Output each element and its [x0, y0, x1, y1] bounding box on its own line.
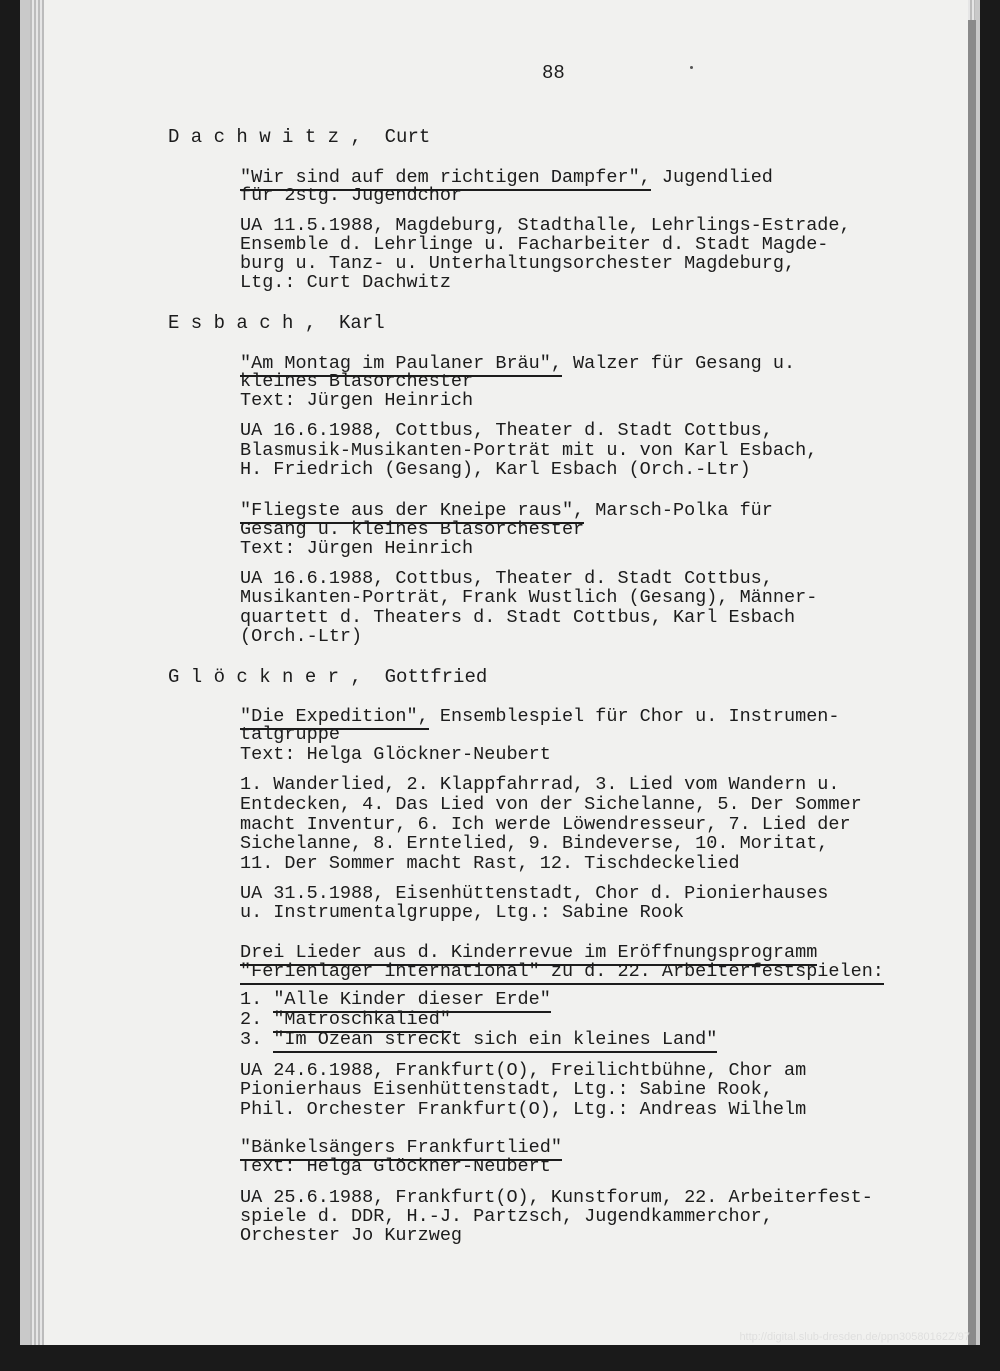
performance-line: Ltg.: Curt Dachwitz — [240, 272, 451, 293]
page-number: 88 — [542, 62, 565, 84]
performance-line: UA 16.6.1988, Cottbus, Theater d. Stadt Cottbus, — [240, 568, 773, 589]
performance-line: spiele d. DDR, H.-J. Partzsch, Jugendkammerchor, — [240, 1206, 773, 1227]
song-list-line: 1. Wanderlied, 2. Klappfahrrad, 3. Lied vom Wandern u. — [240, 774, 840, 795]
work-text-credit: Text: Jürgen Heinrich — [240, 390, 474, 411]
work-description: kleines Blasorchester — [240, 371, 474, 392]
performance-line: UA 16.6.1988, Cottbus, Theater d. Stadt Cottbus, — [240, 420, 773, 441]
author-heading: G l ö c k n e r , Gottfried — [168, 666, 488, 688]
numbered-song: 1. "Alle Kinder dieser Erde" — [240, 990, 551, 1010]
performance-line: quartett d. Theaters d. Stadt Cottbus, Karl Esbach — [240, 607, 796, 628]
performance-line: Phil. Orchester Frankfurt(O), Ltg.: Andreas Wilhelm — [240, 1099, 807, 1120]
document-page — [44, 0, 968, 1345]
performance-line: H. Friedrich (Gesang), Karl Esbach (Orch.-Ltr) — [240, 459, 751, 480]
work-title: "Die Expedition", — [240, 706, 429, 730]
work-description: Gesang u. kleines Blasorchester — [240, 519, 585, 540]
performance-line: UA 31.5.1988, Eisenhüttenstadt, Chor d. Pionierhauses — [240, 883, 829, 904]
cycle-heading-line: "Ferienlager international" zu d. 22. Arbeiterfestspielen: — [240, 962, 884, 982]
footer-url: http://digital.slub-dresden.de/ppn30580162Z/97 — [739, 1331, 970, 1343]
work-title: "Bänkelsängers Frankfurtlied" — [240, 1137, 562, 1161]
author-heading: D a c h w i t z , Curt — [168, 126, 431, 148]
work-description: talgruppe — [240, 724, 340, 745]
scan-bottom-band — [0, 1345, 1000, 1371]
work-text-credit: Text: Jürgen Heinrich — [240, 538, 474, 559]
work-title: "Am Montag im Paulaner Bräu", — [240, 353, 562, 377]
work-title: "Fliegste aus der Kneipe raus", — [240, 500, 584, 524]
song-list-line: macht Inventur, 6. Ich werde Löwendresseur, 7. Lied der — [240, 814, 851, 835]
work-description: für 2stg. Jugendchor — [240, 185, 463, 206]
cycle-heading-line: Drei Lieder aus d. Kinderrevue im Eröffnungsprogramm — [240, 943, 817, 963]
work-text-credit: Text: Helga Glöckner-Neubert — [240, 1156, 551, 1177]
numbered-song: 3. "Im Ozean streckt sich ein kleines Land" — [240, 1030, 717, 1050]
work-title: "Wir sind auf dem richtigen Dampfer", — [240, 167, 651, 191]
performance-line: Pionierhaus Eisenhüttenstadt, Ltg.: Sabine Rook, — [240, 1079, 773, 1100]
numbered-song: 2. "Matroschkalied" — [240, 1010, 451, 1030]
work-text-credit: Text: Helga Glöckner-Neubert — [240, 744, 551, 765]
performance-line: u. Instrumentalgruppe, Ltg.: Sabine Rook — [240, 902, 685, 923]
work-title-line — [240, 1138, 562, 1158]
work-title-line: "Wir sind auf dem richtigen Dampfer", Jugendlied — [240, 168, 773, 188]
performance-line: Ensemble d. Lehrlinge u. Facharbeiter d. Stadt Magde- — [240, 234, 829, 255]
work-title-line: "Fliegste aus der Kneipe raus", Marsch-Polka für — [240, 501, 773, 521]
scan-speck — [690, 66, 693, 69]
performance-line: burg u. Tanz- u. Unterhaltungsorchester Magdeburg, — [240, 253, 796, 274]
performance-line: UA 24.6.1988, Frankfurt(O), Freilichtbühne, Chor am — [240, 1060, 807, 1081]
performance-line: (Orch.-Ltr) — [240, 626, 363, 647]
song-list-line: 11. Der Sommer macht Rast, 12. Tischdeckelied — [240, 853, 740, 874]
performance-line: Orchester Jo Kurzweg — [240, 1225, 463, 1246]
song-list-line: Sichelanne, 8. Erntelied, 9. Bindeverse, 10. Moritat, — [240, 833, 829, 854]
next-page-sliver — [968, 20, 976, 1345]
work-title-line: "Am Montag im Paulaner Bräu", Walzer für Gesang u. — [240, 354, 795, 374]
performance-line: UA 25.6.1988, Frankfurt(O), Kunstforum, 22. Arbeiterfest- — [240, 1187, 873, 1208]
author-heading: E s b a c h , Karl — [168, 312, 385, 334]
performance-line: UA 11.5.1988, Magdeburg, Stadthalle, Lehrlings-Estrade, — [240, 215, 851, 236]
performance-line: Musikanten-Porträt, Frank Wustlich (Gesang), Männer- — [240, 587, 818, 608]
work-title-line: "Die Expedition", Ensemblespiel für Chor u. Instrumen- — [240, 707, 840, 727]
performance-line: Blasmusik-Musikanten-Porträt mit u. von Karl Esbach, — [240, 440, 818, 461]
song-list-line: Entdecken, 4. Das Lied von der Sichelanne, 5. Der Sommer — [240, 794, 862, 815]
